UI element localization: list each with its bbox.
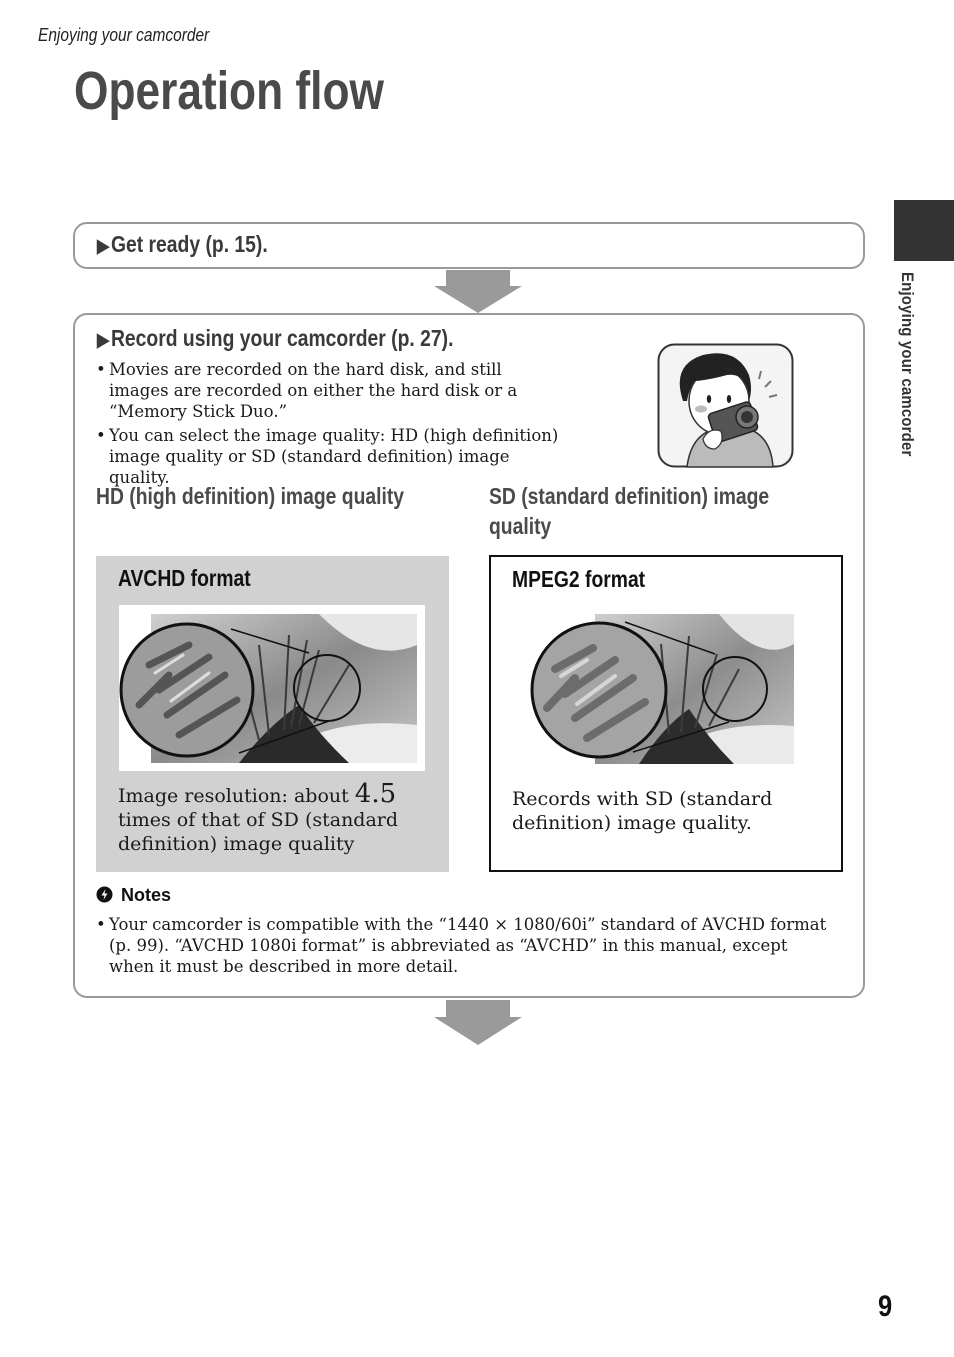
- mpeg2-flower-image: [529, 614, 795, 766]
- mpeg2-format-title: MPEG2 format: [512, 566, 646, 592]
- section-tab-label: Enjoying your camcorder: [898, 272, 917, 457]
- play-marker-icon: ▶: [97, 330, 110, 351]
- notes-list: [96, 914, 836, 977]
- record-bullets: [96, 359, 566, 488]
- play-marker-icon: ▶: [97, 236, 110, 257]
- person-with-camcorder-illustration: [657, 343, 795, 469]
- bullet-item: • You can select the image quality: HD (high definition) image quality or SD (standard definition) image quality.: [96, 425, 566, 488]
- bullet-item: • Movies are recorded on the hard disk, and still images are recorded on either the hard disk or a “Memory Stick Duo.”: [96, 359, 566, 422]
- avchd-sample-frame: [119, 605, 425, 771]
- down-arrow-icon: [432, 270, 524, 314]
- page-title: Operation flow: [74, 61, 384, 121]
- step-get-ready-heading: ▶Get ready (p. 15).: [97, 231, 268, 257]
- avchd-description: Image resolution: about 4.5 times of that of SD (standard definition) image quality: [118, 779, 399, 855]
- mpeg2-panel: [489, 555, 843, 872]
- notes-heading: Notes: [96, 885, 171, 906]
- section-tab: [894, 200, 954, 261]
- step-get-ready-box: [73, 222, 865, 269]
- down-arrow-icon: [432, 1000, 524, 1046]
- sd-heading: SD (standard definition) image quality: [489, 483, 770, 539]
- caution-icon: [96, 886, 113, 903]
- note-item: • Your camcorder is compatible with the “1440 × 1080/60i” standard of AVCHD format (p. 99). “AVCHD 1080i format” is abbreviated as “AVCHD” in this manual, except when it must be described in more detail.: [96, 914, 836, 977]
- mpeg2-description: Records with SD (standard definition) image quality.: [512, 788, 773, 834]
- avchd-format-title: AVCHD format: [118, 565, 251, 591]
- hd-heading: HD (high definition) image quality: [96, 483, 405, 509]
- avchd-flower-image: [119, 605, 425, 771]
- avchd-panel: [96, 556, 449, 872]
- running-header: Enjoying your camcorder: [38, 25, 210, 45]
- page-number: 9: [878, 1290, 893, 1323]
- step-record-heading: ▶Record using your camcorder (p. 27).: [97, 325, 454, 351]
